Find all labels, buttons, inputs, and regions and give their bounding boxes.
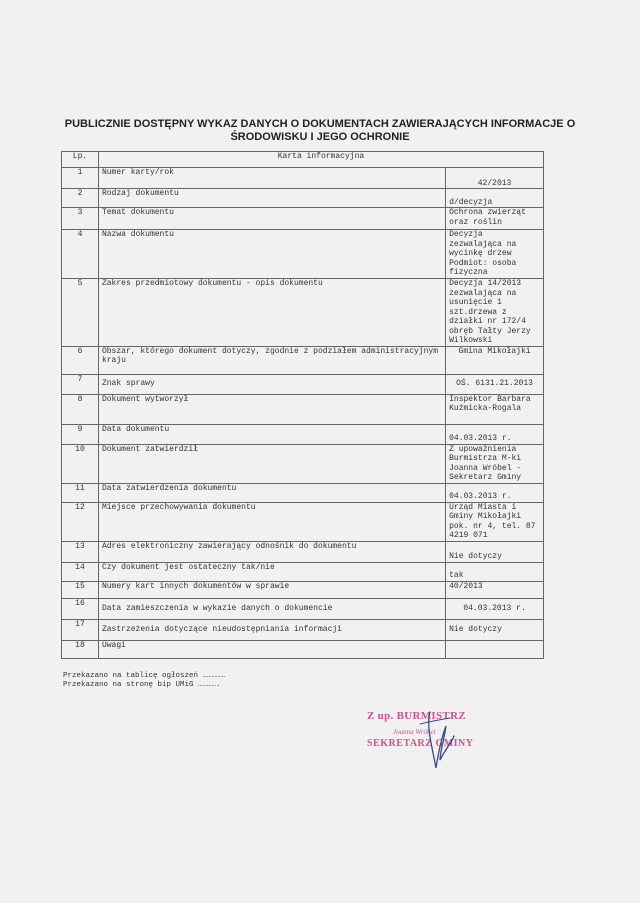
table-row: [62, 189, 544, 208]
table-row: [62, 640, 544, 658]
row-number: 2: [62, 189, 99, 208]
row-value: tak: [446, 562, 544, 581]
row-number: 1: [62, 168, 99, 189]
stamp-line3: SEKRETARZ GMINY: [367, 738, 474, 749]
row-value: Urząd Miasta i Gminy Mikołajki pok. nr 4, tel. 87 4219 071: [446, 502, 544, 541]
row-value: Gmina Mikołajki: [446, 346, 544, 374]
table-row: [62, 444, 544, 483]
table-row: [62, 581, 544, 598]
table-row: [62, 562, 544, 581]
row-value: Z upoważnienia Burmistrza M-ki Joanna Wróbel - Sekretarz Gminy: [446, 444, 544, 483]
row-number: 14: [62, 562, 99, 581]
row-label: Adres elektroniczny zawierający odnośnik do dokumentu: [98, 541, 445, 562]
row-number: 8: [62, 394, 99, 424]
row-label: Dokument zatwierdził: [98, 444, 445, 483]
row-label: Dokument wytworzył: [98, 394, 445, 424]
row-number: 5: [62, 279, 99, 347]
row-label: Zastrzeżenia dotyczące nieudostępniania informacji: [98, 619, 445, 640]
table-row: [62, 424, 544, 444]
row-value: [446, 640, 544, 658]
row-value: OŚ. 6131.21.2013: [446, 374, 544, 394]
row-number: 11: [62, 483, 99, 502]
table-row: [62, 374, 544, 394]
row-label: Miejsce przechowywania dokumentu: [98, 502, 445, 541]
table-row: [62, 346, 544, 374]
stamp-line1: Z up. BURMISTRZ: [367, 710, 466, 722]
row-value: Decyzja zezwalająca na wycinkę drzew Podmiot: osoba fizyczna: [446, 230, 544, 279]
official-stamp: [360, 706, 480, 776]
row-label: Znak sprawy: [98, 374, 445, 394]
row-value: 42/2013: [446, 168, 544, 189]
row-number: 10: [62, 444, 99, 483]
table-row: [62, 598, 544, 619]
table-row: [62, 230, 544, 279]
document-title-line2: ŚRODOWISKU I JEGO OCHRONIE: [230, 131, 410, 143]
row-number: 7: [62, 374, 99, 394]
row-label: Uwagi: [98, 640, 445, 658]
table-row: [62, 502, 544, 541]
table-row: [62, 619, 544, 640]
stamp-line2: Joanna Wróbel: [393, 728, 436, 736]
footer-notice-board: Przekazano na tablicę ogłoszeń ……………: [63, 672, 226, 680]
row-value: Nie dotyczy: [446, 619, 544, 640]
row-label: Zakres przedmiotowy dokumentu - opis dokumentu: [98, 279, 445, 347]
row-label: Nazwa dokumentu: [98, 230, 445, 279]
handwritten-signature: [360, 706, 480, 776]
header-lp: Lp.: [62, 152, 99, 168]
row-label: Numery kart innych dokumentów w sprawie: [98, 581, 445, 598]
table-header-row: [62, 152, 544, 168]
row-number: 4: [62, 230, 99, 279]
row-number: 18: [62, 640, 99, 658]
row-number: 17: [62, 619, 99, 640]
row-value: Inspektor Barbara Kuźmicka-Rogala: [446, 394, 544, 424]
row-label: Data dokumentu: [98, 424, 445, 444]
row-label: Temat dokumentu: [98, 208, 445, 230]
table-row: [62, 208, 544, 230]
information-card-table: [61, 151, 544, 659]
header-card: Karta informacyjna: [98, 152, 543, 168]
row-number: 9: [62, 424, 99, 444]
row-label: Numer karty/rok: [98, 168, 445, 189]
row-number: 13: [62, 541, 99, 562]
document-title-line1: PUBLICZNIE DOSTĘPNY WYKAZ DANYCH O DOKUMENTACH ZAWIERAJĄCYCH INFORMACJE O: [64, 118, 576, 130]
row-label: Rodzaj dokumentu: [98, 189, 445, 208]
row-number: 12: [62, 502, 99, 541]
row-number: 3: [62, 208, 99, 230]
table-row: [62, 483, 544, 502]
row-value: 40/2013: [446, 581, 544, 598]
table-row: [62, 168, 544, 189]
row-label: Obszar, którego dokument dotyczy, zgodnie z podziałem administracyjnym kraju: [98, 346, 445, 374]
row-number: 16: [62, 598, 99, 619]
row-label: Czy dokument jest ostateczny tak/nie: [98, 562, 445, 581]
row-value: 04.03.2013 r.: [446, 598, 544, 619]
table-row: [62, 541, 544, 562]
table-row: [62, 279, 544, 347]
row-number: 15: [62, 581, 99, 598]
row-number: 6: [62, 346, 99, 374]
row-value: Nie dotyczy: [446, 541, 544, 562]
row-label: Data zatwierdzenia dokumentu: [98, 483, 445, 502]
row-value: 04.03.2013 r.: [446, 483, 544, 502]
row-value: 04.03.2013 r.: [446, 424, 544, 444]
row-label: Data zamieszczenia w wykazie danych o dokumencie: [98, 598, 445, 619]
table-row: [62, 394, 544, 424]
footer-bip-page: Przekazano na stronę bip UMiG ………….: [63, 681, 221, 689]
row-value: Decyzja 14/2013 zezwalająca na usunięcie 1 szt.drzewa z działki nr 172/4 obręb Tałty Jerzy Wilkowski: [446, 279, 544, 347]
row-value: Ochrona zwierząt oraz roślin: [446, 208, 544, 230]
row-value: d/decyzja: [446, 189, 544, 208]
